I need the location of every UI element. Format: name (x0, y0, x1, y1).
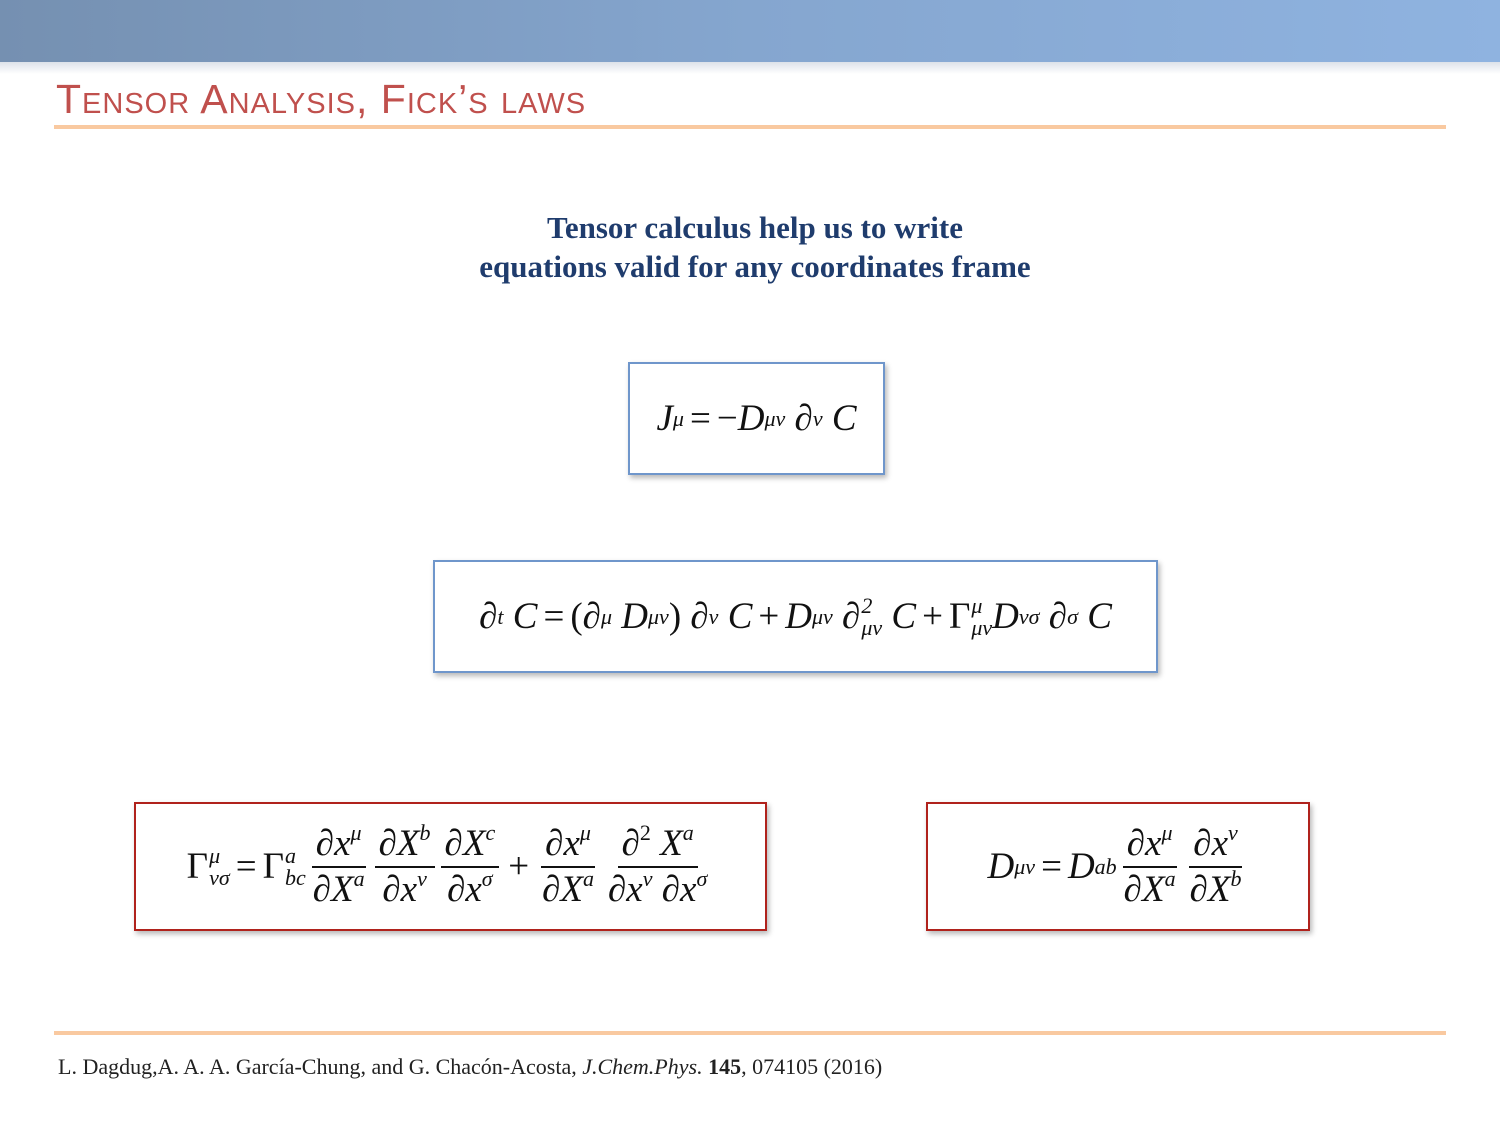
diffusion-tensor-equation: D μν = D ab $\frac{\partial x^\mu}{\partial X^a}$ $\frac{\partial x^\nu}{\partial X^b}$ (987, 819, 1242, 910)
slide-subtitle (300, 208, 1210, 286)
christoffel-symbol-equation: Γ μ νσ = Γ a bc $\frac{\partial x^\mu}{\partial X^a}$ $\frac{\partial X^b}{\partial x^\nu}$ $\frac{\partial X^c}{\partial x^\sigma}$ + $\frac{\partial x^\mu}{\partial X^a}$ $\frac{\partial^2 X^a}{\partial x^\nu \partial x^\sigma}$ (186, 819, 708, 910)
fick-second-law-box (433, 560, 1158, 673)
fick-first-law-box (628, 362, 885, 475)
fick-first-law-equation: J μ = − D μν ∂ ν C (656, 398, 857, 439)
citation-journal: J.Chem.Phys. (582, 1054, 703, 1079)
header-bar-shadow (0, 62, 1500, 74)
fick-second-law-equation: ∂ t C = (∂ μ D μν ) ∂ ν C + D μν ∂ 2 μν C + Γ μ μν D νσ ∂ σ C (479, 592, 1112, 640)
citation-volume: 145 (708, 1054, 742, 1079)
christoffel-symbol-box (134, 802, 767, 931)
slide-title: Tensor Analysis, Fick’s laws (56, 76, 587, 122)
title-underline (54, 125, 1446, 129)
header-bar (0, 0, 1500, 62)
citation-authors: L. Dagdug,A. A. A. García-Chung, and G. Chacón-Acosta, (58, 1054, 577, 1079)
reference-citation (58, 1052, 882, 1082)
citation-pages-year: , 074105 (2016) (741, 1054, 883, 1079)
diffusion-tensor-box (926, 802, 1310, 931)
footer-rule (54, 1031, 1446, 1035)
subtitle-line-1: Tensor calculus help us to write (547, 210, 963, 245)
subtitle-line-2: equations valid for any coordinates frame (479, 249, 1031, 284)
